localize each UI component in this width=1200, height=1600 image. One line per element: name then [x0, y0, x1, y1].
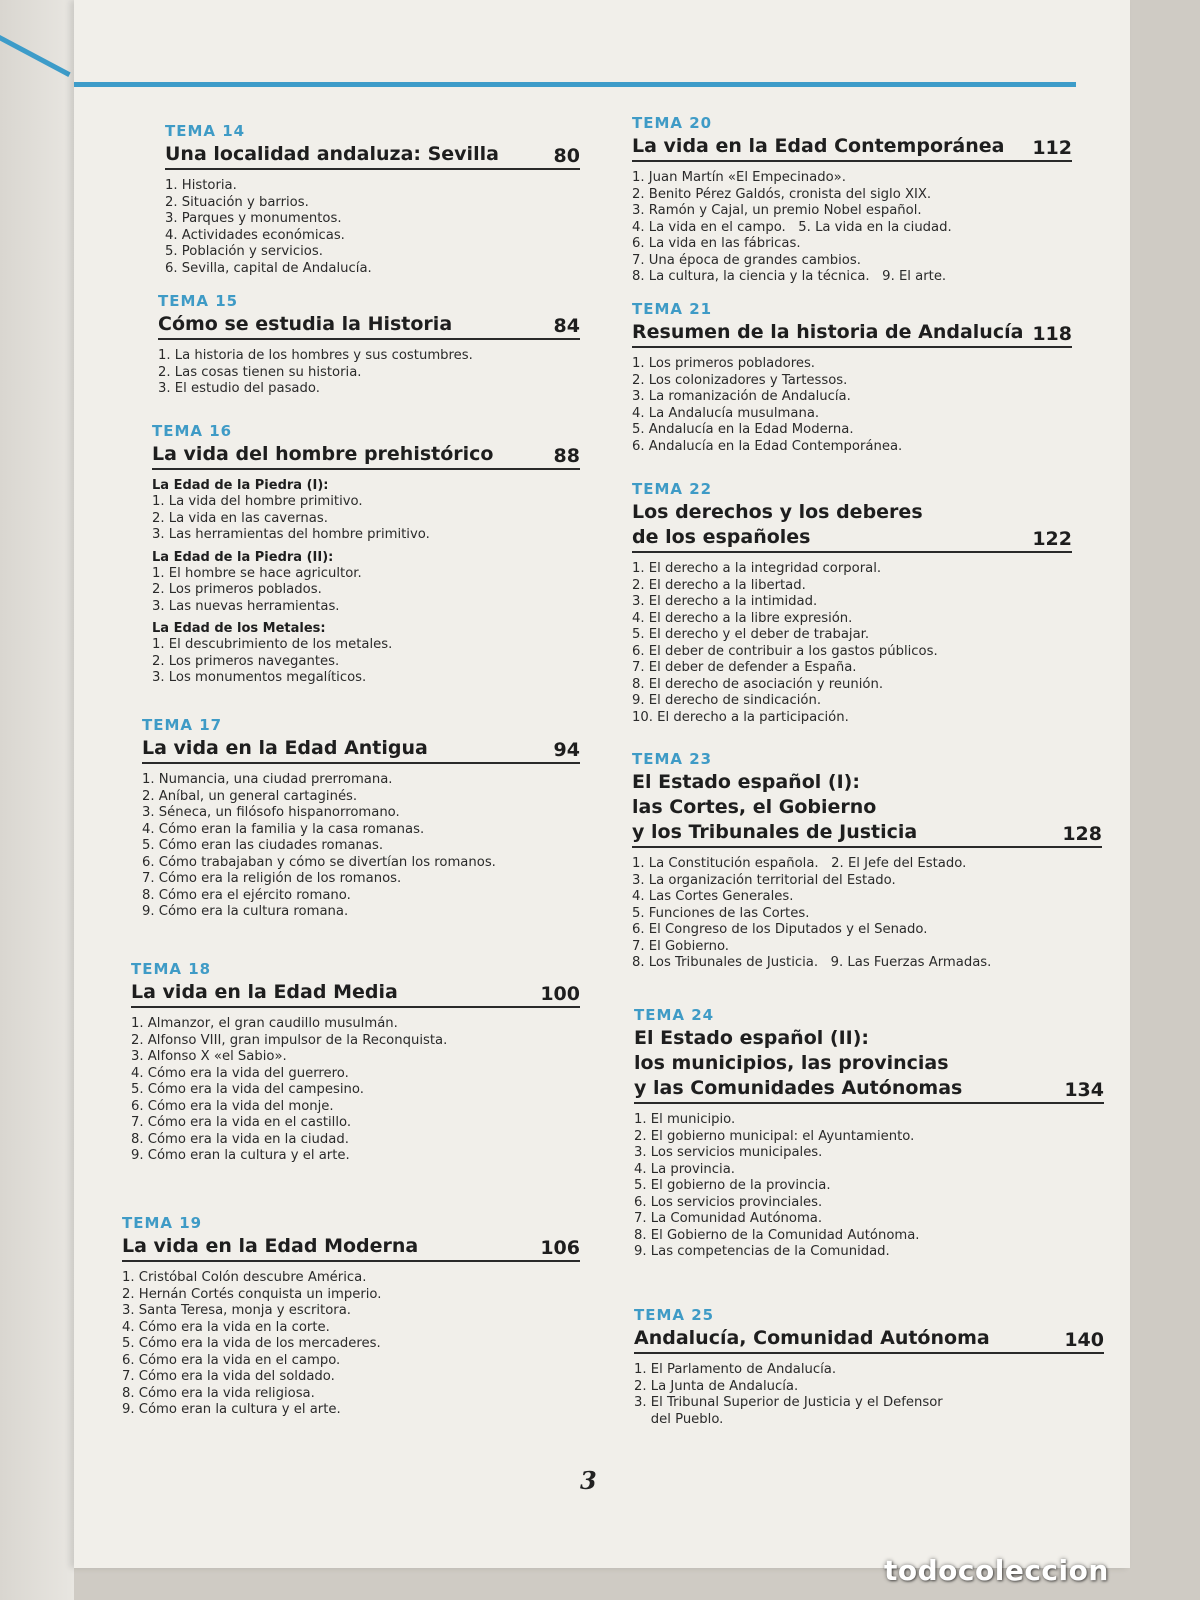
lesson-list	[131, 1016, 580, 1165]
lesson-item: 1. El derecho a la integridad corporal.	[632, 561, 882, 576]
lesson-item: 6. El Congreso de los Diputados y el Senado.	[632, 922, 928, 937]
tema-page-number: 134	[1064, 1079, 1104, 1101]
lesson-item: 1. La historia de los hombres y sus costumbres.	[158, 348, 473, 363]
lesson-item: del Pueblo.	[634, 1411, 724, 1427]
lesson-list	[165, 178, 580, 277]
subsection-heading: La Edad de la Piedra (I):	[152, 478, 329, 493]
lesson-item: 7. El deber de defender a España.	[632, 660, 857, 675]
lesson-list	[632, 856, 1102, 972]
lesson-item: 2. Aníbal, un general cartaginés.	[142, 788, 358, 804]
lesson-item: 6. Sevilla, capital de Andalucía.	[165, 260, 372, 276]
lesson-list	[122, 1270, 580, 1419]
lesson-item: 3. Parques y monumentos.	[165, 211, 342, 226]
lesson-item: 2. Las cosas tienen su historia.	[158, 364, 362, 380]
lesson-list	[632, 561, 1072, 726]
lesson-list	[634, 1112, 1104, 1261]
lesson-item: 2. El gobierno municipal: el Ayuntamiento.	[634, 1128, 915, 1144]
lesson-item: 7. El Gobierno.	[632, 938, 729, 954]
lesson-item: 8. Cómo era la vida en la ciudad.	[131, 1131, 349, 1147]
lesson-item: 2. Los colonizadores y Tartessos.	[632, 372, 848, 388]
tema-title-row	[632, 770, 1102, 848]
lesson-item: 6. Los servicios provinciales.	[634, 1194, 823, 1210]
lesson-item: 1. El municipio.	[634, 1112, 736, 1127]
lesson-item: 5. El derecho y el deber de trabajar.	[632, 627, 870, 642]
toc-section	[152, 422, 580, 687]
lesson-item: 1. Los primeros pobladores.	[632, 356, 816, 371]
lesson-item: 6. Cómo era la vida en el campo.	[122, 1352, 341, 1368]
tema-title-row	[152, 442, 580, 470]
lesson-item: 7. Cómo era la vida en el castillo.	[131, 1115, 352, 1130]
lesson-item: 1. Numancia, una ciudad prerromana.	[142, 772, 393, 787]
lesson-item: 1. El descubrimiento de los metales.	[152, 637, 393, 652]
lesson-item: 4. La vida en el campo. 5. La vida en la ciudad.	[632, 219, 952, 235]
tema-page-number: 84	[553, 315, 580, 337]
tema-label: TEMA 23	[632, 750, 713, 768]
lesson-item: 5. Cómo era la vida de los mercaderes.	[122, 1336, 381, 1351]
toc-section	[131, 960, 580, 1165]
lesson-item: 4. La Andalucía musulmana.	[632, 405, 820, 421]
lesson-item: 7. Una época de grandes cambios.	[632, 252, 861, 268]
lesson-item: 2. Los primeros navegantes.	[152, 653, 340, 669]
tema-title: La vida del hombre prehistórico	[152, 443, 494, 465]
lesson-item: 1. Juan Martín «El Empecinado».	[632, 170, 846, 185]
toc-section	[632, 750, 1102, 972]
lesson-list	[632, 170, 1072, 286]
lesson-list	[152, 494, 580, 544]
tema-page-number: 106	[540, 1237, 580, 1259]
lesson-item: 2. Los primeros poblados.	[152, 582, 322, 597]
tema-title-row	[142, 736, 580, 764]
tema-title-row	[634, 1026, 1104, 1104]
lesson-item: 8. El derecho de asociación y reunión.	[632, 676, 884, 692]
tema-title-row	[122, 1234, 580, 1262]
tema-title-row	[632, 320, 1072, 348]
tema-page-number: 118	[1032, 323, 1072, 345]
lesson-list	[142, 772, 580, 921]
tema-page-number: 100	[540, 983, 580, 1005]
lesson-item: 4. Cómo era la vida en la corte.	[122, 1319, 330, 1335]
lesson-item: 8. Cómo era la vida religiosa.	[122, 1385, 315, 1401]
lesson-item: 2. La vida en las cavernas.	[152, 510, 328, 526]
page-number: 3	[580, 1466, 597, 1495]
lesson-item: 8. El Gobierno de la Comunidad Autónoma.	[634, 1227, 920, 1243]
tema-title: Resumen de la historia de Andalucía	[632, 321, 1024, 343]
lesson-item: 5. Funciones de las Cortes.	[632, 905, 810, 921]
lesson-item: 5. Cómo eran las ciudades romanas.	[142, 838, 384, 853]
tema-label: TEMA 24	[634, 1006, 715, 1024]
lesson-item: 3. Ramón y Cajal, un premio Nobel español.	[632, 203, 922, 218]
lesson-item: 1. El hombre se hace agricultor.	[152, 565, 362, 581]
tema-title-row	[165, 142, 580, 170]
lesson-item: 6. La vida en las fábricas.	[632, 236, 801, 251]
lesson-item: 5. Andalucía en la Edad Moderna.	[632, 422, 854, 437]
lesson-item: 8. Cómo era el ejército romano.	[142, 887, 351, 903]
tema-title-row	[131, 980, 580, 1008]
lesson-item: 3. Santa Teresa, monja y escritora.	[122, 1303, 351, 1318]
tema-label: TEMA 22	[632, 480, 713, 498]
lesson-item: 1. Almanzor, el gran caudillo musulmán.	[131, 1016, 398, 1031]
lesson-item: 9. El derecho de sindicación.	[632, 693, 822, 708]
lesson-item: 9. Cómo era la cultura romana.	[142, 904, 349, 919]
tema-title-row	[632, 500, 1072, 553]
lesson-list	[158, 348, 580, 398]
tema-title: La vida en la Edad Moderna	[122, 1235, 419, 1257]
lesson-item: 4. Cómo era la vida del guerrero.	[131, 1065, 349, 1081]
lesson-item: 6. Andalucía en la Edad Contemporánea.	[632, 438, 903, 454]
lesson-item: 10. El derecho a la participación.	[632, 709, 849, 725]
lesson-item: 9. Cómo eran la cultura y el arte.	[122, 1402, 341, 1417]
lesson-item: 4. Actividades económicas.	[165, 227, 345, 243]
tema-title: Una localidad andaluza: Sevilla	[165, 143, 499, 165]
lesson-item: 1. La Constitución española. 2. El Jefe del Estado.	[632, 856, 967, 871]
lesson-item: 3. La romanización de Andalucía.	[632, 389, 851, 404]
lesson-item: 9. Las competencias de la Comunidad.	[634, 1244, 890, 1259]
lesson-item: 8. Los Tribunales de Justicia. 9. Las Fuerzas Armadas.	[632, 955, 992, 970]
lesson-item: 3. Las nuevas herramientas.	[152, 598, 340, 614]
lesson-item: 6. El deber de contribuir a los gastos públicos.	[632, 643, 938, 659]
tema-page-number: 140	[1064, 1329, 1104, 1351]
lesson-item: 7. Cómo era la religión de los romanos.	[142, 871, 402, 886]
tema-title: Andalucía, Comunidad Autónoma	[634, 1327, 990, 1349]
toc-section	[158, 292, 580, 398]
lesson-item: 7. La Comunidad Autónoma.	[634, 1211, 823, 1226]
tema-title: El Estado español (II): los municipios, las provincias y las Comunidades Autónomas	[634, 1027, 963, 1099]
toc-section	[122, 1214, 580, 1419]
lesson-item: 3. Los monumentos megalíticos.	[152, 670, 367, 685]
tema-label: TEMA 17	[142, 716, 223, 734]
lesson-item: 3. Alfonso X «el Sabio».	[131, 1049, 287, 1064]
lesson-item: 2. Benito Pérez Galdós, cronista del siglo XIX.	[632, 186, 932, 202]
lesson-item: 1. El Parlamento de Andalucía.	[634, 1362, 837, 1377]
toc-section	[165, 122, 580, 277]
tema-title: La vida en la Edad Media	[131, 981, 398, 1003]
lesson-list	[152, 566, 580, 616]
subsection-heading: La Edad de los Metales:	[152, 621, 326, 636]
tema-label: TEMA 14	[165, 122, 246, 140]
lesson-item: 3. El derecho a la intimidad.	[632, 594, 818, 609]
watermark-logo: todocoleccion	[884, 1554, 1109, 1587]
lesson-item: 1. La vida del hombre primitivo.	[152, 494, 363, 509]
tema-page-number: 88	[553, 445, 580, 467]
lesson-item: 4. Las Cortes Generales.	[632, 889, 794, 904]
lesson-item: 3. El estudio del pasado.	[158, 381, 320, 396]
lesson-item: 6. Cómo era la vida del monje.	[131, 1098, 334, 1114]
lesson-item: 5. Cómo era la vida del campesino.	[131, 1082, 364, 1097]
tema-label: TEMA 16	[152, 422, 233, 440]
tema-label: TEMA 20	[632, 114, 713, 132]
lesson-list	[152, 637, 580, 687]
lesson-item: 4. Cómo eran la familia y la casa romanas.	[142, 821, 425, 837]
tema-page-number: 94	[553, 739, 580, 761]
lesson-item: 4. El derecho a la libre expresión.	[632, 610, 853, 626]
lesson-list	[632, 356, 1072, 455]
tema-label: TEMA 15	[158, 292, 239, 310]
lesson-item: 3. La organización territorial del Estado.	[632, 872, 896, 888]
lesson-item: 5. El gobierno de la provincia.	[634, 1178, 831, 1193]
tema-page-number: 122	[1032, 528, 1072, 550]
tema-page-number: 112	[1032, 137, 1072, 159]
toc-section	[634, 1306, 1104, 1428]
lesson-list	[634, 1362, 1104, 1428]
header-rule	[74, 82, 1076, 87]
lesson-item: 2. Hernán Cortés conquista un imperio.	[122, 1286, 382, 1302]
tema-page-number: 80	[553, 145, 580, 167]
tema-title: La vida en la Edad Antigua	[142, 737, 428, 759]
lesson-item: 3. Los servicios municipales.	[634, 1145, 823, 1160]
lesson-item: 4. La provincia.	[634, 1161, 735, 1177]
lesson-item: 1. Cristóbal Colón descubre América.	[122, 1270, 367, 1285]
lesson-item: 3. Las herramientas del hombre primitivo.	[152, 527, 430, 542]
tema-title-row	[634, 1326, 1104, 1354]
tema-label: TEMA 25	[634, 1306, 715, 1324]
lesson-item: 8. La cultura, la ciencia y la técnica. 9. El arte.	[632, 269, 947, 284]
toc-section	[142, 716, 580, 921]
lesson-item: 9. Cómo eran la cultura y el arte.	[131, 1148, 350, 1163]
lesson-item: 3. El Tribunal Superior de Justicia y el Defensor	[634, 1395, 943, 1410]
tema-title-row	[158, 312, 580, 340]
lesson-item: 2. El derecho a la libertad.	[632, 577, 806, 593]
toc-section	[632, 300, 1072, 455]
lesson-item: 2. La Junta de Andalucía.	[634, 1378, 799, 1394]
lesson-item: 1. Historia.	[165, 178, 237, 193]
tema-title: Cómo se estudia la Historia	[158, 313, 453, 335]
lesson-item: 3. Séneca, un filósofo hispanorromano.	[142, 805, 400, 820]
tema-label: TEMA 21	[632, 300, 713, 318]
toc-section	[634, 1006, 1104, 1261]
tema-title: La vida en la Edad Contemporánea	[632, 135, 1005, 157]
lesson-item: 2. Alfonso VIII, gran impulsor de la Reconquista.	[131, 1032, 448, 1048]
previous-page-edge	[0, 0, 74, 1600]
tema-title: El Estado español (I): las Cortes, el Gobierno y los Tribunales de Justicia	[632, 771, 918, 843]
tema-label: TEMA 18	[131, 960, 212, 978]
lesson-item: 7. Cómo era la vida del soldado.	[122, 1369, 335, 1384]
tema-label: TEMA 19	[122, 1214, 203, 1232]
tema-title: Los derechos y los deberes de los españoles	[632, 501, 923, 548]
lesson-item: 5. Población y servicios.	[165, 244, 323, 259]
tema-title-row	[632, 134, 1072, 162]
subsection-heading: La Edad de la Piedra (II):	[152, 549, 334, 565]
tema-page-number: 128	[1062, 823, 1102, 845]
lesson-item: 2. Situación y barrios.	[165, 194, 309, 210]
toc-section	[632, 114, 1072, 286]
lesson-item: 6. Cómo trabajaban y cómo se divertían los romanos.	[142, 854, 496, 870]
toc-section	[632, 480, 1072, 726]
